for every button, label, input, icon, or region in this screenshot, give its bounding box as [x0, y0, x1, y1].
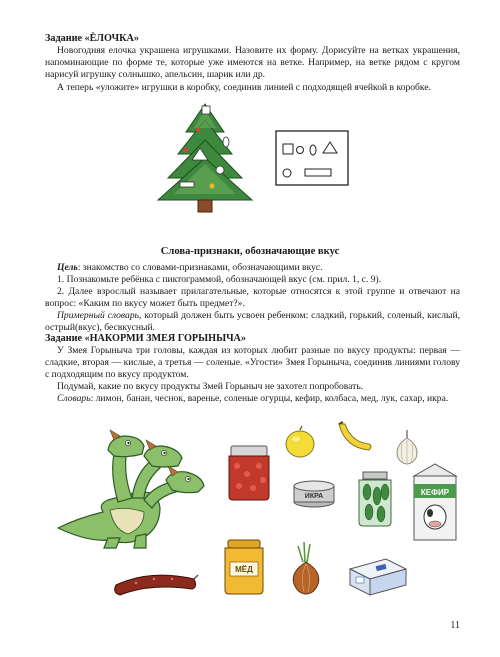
dictionary-text: , который должен быть усвоен ребенком: сладкий, горький, соленый, кислый, острый(вкус), бесвкусный.	[45, 310, 460, 334]
toy-box-illustration	[275, 130, 350, 188]
section-step-1: 1. Познакомьте ребёнка с пиктограммой, обозначающей вкус (см. прил. 1, с. 9).	[57, 274, 382, 285]
sugar-box-illustration	[348, 555, 408, 597]
task1-title: Задание «ЁЛОЧКА»	[45, 33, 139, 44]
honey-label: МЁД	[235, 565, 253, 574]
jam-jar-illustration	[225, 444, 273, 502]
page-number: 11	[450, 620, 460, 631]
onion-illustration	[286, 540, 326, 596]
banana-illustration	[335, 420, 375, 455]
dragon-gorynych-illustration	[48, 420, 218, 550]
kefir-label: КЕФИР	[420, 488, 450, 497]
task2-paragraph-1: У Змея Горыныча три головы, каждая из которых любит разные по вкусу продукты: первая — сладкие, вторая — кислые, а третья — соленые. «Угости» Змея Горыныча, соединив линиями голову с подходящим по вкусу продуктом.	[45, 345, 460, 381]
section-goal	[45, 262, 460, 274]
sausage-illustration	[110, 565, 200, 601]
section-title: Слова-признаки, обозначающие вкус	[160, 246, 340, 257]
kefir-carton-illustration	[410, 462, 460, 542]
goal-label: Цель	[57, 262, 78, 273]
vocabulary-text: : лимон, банан, чеснок, варенье, соленые огурцы, кефир, колбаса, мед, лук, сахар, икра.	[90, 393, 449, 404]
section-step-2: 2. Далее взрослый называет прилагательные, которые относятся к этой группе и отвечают на вопрос: «Каким по вкусу может быть предмет?».	[45, 286, 460, 310]
vocabulary-label: Словарь	[57, 393, 91, 404]
caviar-can-illustration	[292, 478, 336, 508]
dictionary-label: Примерный словарь	[57, 310, 139, 321]
garlic-illustration	[392, 428, 422, 466]
honey-jar-illustration	[222, 538, 266, 596]
task2-vocabulary	[45, 393, 460, 405]
goal-text: : знакомство со словами-признаками, обозначающими вкус.	[77, 262, 323, 273]
christmas-tree-illustration	[150, 100, 260, 220]
lemon-illustration	[282, 425, 318, 461]
task2-paragraph-2: Подумай, какие по вкусу продукты Змей Горыныч не захотел попробовать.	[57, 381, 364, 392]
pickles-jar-illustration	[355, 470, 395, 528]
task1-paragraph-2: А теперь «уложите» игрушки в коробку, соединив линией с подходящей ячейкой в коробке.	[57, 82, 432, 93]
task2-title: Задание «НАКОРМИ ЗМЕЯ ГОРЫНЫЧА»	[45, 333, 246, 344]
caviar-label: ИКРА	[304, 493, 324, 500]
task1-paragraph-1: Новогодняя елочка украшена игрушками. Назовите их форму. Дорисуйте на ветках украшения, напоминающие по форме те, которые уже имеются на ветке. Например, на ветке рядом с кругом нарисуй игрушку солнышко, апельсин, шарик или др.	[45, 45, 460, 81]
section-dictionary	[45, 310, 460, 334]
